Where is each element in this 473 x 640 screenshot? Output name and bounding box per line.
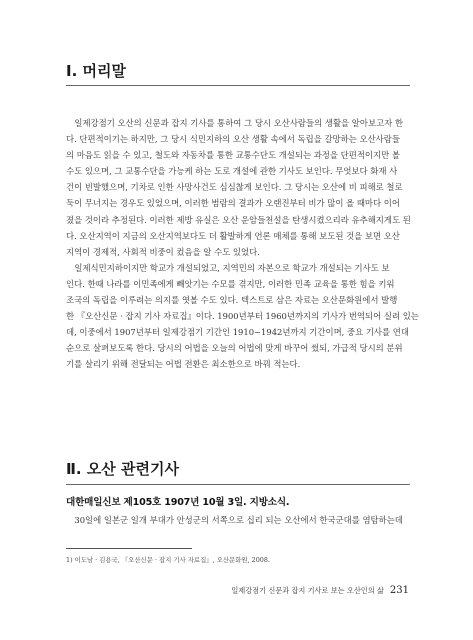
text-line: 기를 살리기 위해 전달되는 어법 전환은 최소한으로 바꿔 적는다. xyxy=(66,359,301,370)
footnote: 1) 이도남 · 김용국, 『오산신문 · 잡지 기사 자료집』, 오산문화원, 2008. xyxy=(66,556,270,564)
article-body xyxy=(66,512,410,528)
text-line: 순으로 살펴보도록 한다. 당시의 어법을 오늘의 어법에 맞게 바꾸어 썼되, 가급적 당시의 분위 xyxy=(66,343,403,354)
text-line: 30일에 일본군 일개 부대가 안성군의 서쪽으로 십리 되는 오산에서 한국군대를 염탐하는데 xyxy=(66,515,403,525)
text-line: 데, 이중에서 1907년부터 일제강점기 기간인 1910~1942년까지 기간이며, 중요 기사를 연대 xyxy=(66,327,409,338)
text-line: 일제강점기 오산의 신문과 잡지 기사를 통하여 그 당시 오산사람들의 생활을 알아보고자 한 xyxy=(66,118,403,128)
text-line: 건이 빈발했으며, 기차로 인한 사망사건도 심심찮게 보인다. 그 당시는 오산에 비 피해로 철로 xyxy=(66,182,403,193)
text-line: 둑이 무너지는 경우도 있었으며, 이러한 범람의 결과가 오랜진부터 비가 많이 올 때마다 이어 xyxy=(66,198,400,209)
heading-rule xyxy=(66,85,410,86)
heading-rule xyxy=(66,484,410,485)
text-line: 조국의 독립을 이루려는 의지를 엿볼 수도 있다. 텍스트로 삼은 자료는 오산문화원에서 발행 xyxy=(66,295,398,306)
text-line: 다. 단편적이기는 하지만, 그 당시 식민지하의 오산 생활 속에서 독립을 갈망하는 오산사람들 xyxy=(66,134,400,145)
text-line: 의 마음도 읽을 수 있고, 철도와 자동차를 통한 교통수단도 개설되는 과정을 단편적이지만 볼 xyxy=(66,150,400,161)
text-line: 졌을 것이라 추정된다. 이러한 제방 유실은 오산 운암들천설을 탄생시켰으리라 유추해지게도 된 xyxy=(66,214,411,225)
article-title: 대한매일신보 제105호 1907년 10월 3일. 지방소식. xyxy=(66,497,290,508)
text-line: 인다. 한때 나라를 이민족에게 빼앗기는 수모를 겪지만, 이러한 민족 교육을 통한 힘을 키워 xyxy=(66,278,395,289)
page-footer xyxy=(231,585,409,596)
footnote-rule xyxy=(66,548,192,549)
text-line: 한 『오산신문 · 잡지 기사 자료집』이다. 1900년부터 1960년까지의 기사가 번역되어 실려 있는 xyxy=(66,311,419,322)
text-line: 다. 오산지역이 지금의 오산지역보다도 더 활발하게 언론 매체를 통해 보도된 것을 보면 오산 xyxy=(66,230,400,241)
text-line: 일제식민지하이지만 학교가 개설되었고, 지역민의 자본으로 학교가 개설되는 기사도 보 xyxy=(66,262,390,273)
section-heading: Ⅰ. 머리말 xyxy=(66,62,126,80)
running-title: 일제강점기 신문과 잡지 기사로 보는 오산인의 삶 xyxy=(231,586,384,595)
body-paragraphs xyxy=(66,115,419,373)
text-line: 지역이 경제적, 사회적 비중이 컸음을 알 수도 있었다. xyxy=(66,246,260,257)
section-heading: Ⅱ. 오산 관련기사 xyxy=(66,460,179,478)
page-number: 231 xyxy=(389,585,409,596)
text-line: 수도 있으며, 그 교통수단을 가능케 하는 도로 개설에 관한 기사도 보인다. 무엇보다 화재 사 xyxy=(66,166,398,177)
